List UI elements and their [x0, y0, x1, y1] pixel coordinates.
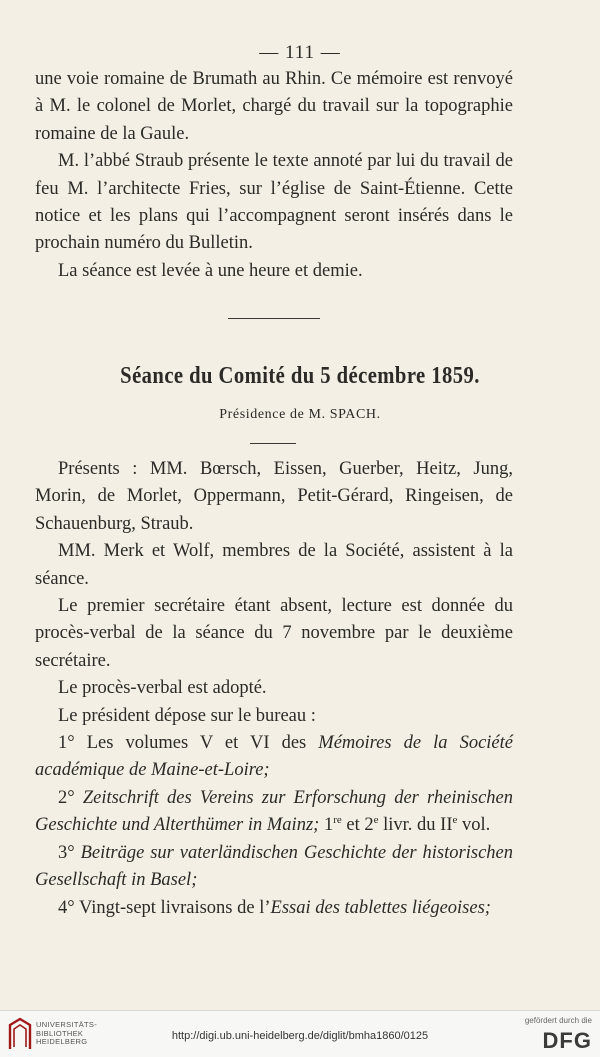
library-line-2: BIBLIOTHEK — [36, 1028, 84, 1038]
viewer-footer — [0, 1010, 600, 1057]
library-line-3: HEIDELBERG — [36, 1037, 88, 1047]
item4-title: Essai des tablettes liégeoises; — [270, 897, 491, 918]
item3-title: Beiträge sur vaterländischen Geschichte der historischen Gesellschaft in Basel; — [35, 842, 513, 891]
section-divider — [228, 318, 320, 319]
item2-text-a: 1 — [319, 815, 334, 836]
item2-number: 2° — [58, 787, 83, 808]
paragraph-depose: Le président dépose sur le bureau : — [58, 705, 316, 726]
list-item-1 — [35, 730, 513, 785]
paragraph-presents: Présents : MM. Bœrsch, Eissen, Guerber, Heitz, Jung, Morin, de Morlet, Oppermann, Petit-Gérard, Ringeisen, de Schauenburg, Straub. — [35, 459, 513, 534]
paragraph-proces-verbal: Le premier secrétaire étant absent, lecture est donnée du procès-verbal de la séance du 7 novembre par le deuxième secrétaire. — [35, 596, 513, 671]
section-previous-meeting — [35, 66, 513, 285]
page-number: — 111 — — [259, 42, 341, 63]
paragraph-adopte: Le procès-verbal est adopté. — [58, 678, 267, 699]
item2-text-c: livr. du II — [378, 815, 453, 836]
paragraph-seance-levee: La séance est levée à une heure et demie. — [58, 260, 363, 281]
paragraph-straub: M. l’abbé Straub présente le texte annoté par lui du travail de feu M. l’architecte Fries, sur l’église de Saint-Étienne. Cette notice et les plans qui l’accompagnent seront insérés dans le prochain numéro du Bulletin. — [35, 151, 513, 254]
meeting-heading: Séance du Comité du 5 décembre 1859. — [120, 363, 480, 389]
item3-number: 3° — [58, 842, 81, 863]
item2-sup-2: e — [373, 814, 379, 827]
paragraph-brumath: une voie romaine de Brumath au Rhin. Ce mémoire est renvoyé à M. le colonel de Morlet, chargé du travail sur la topographie romaine de la Gaule. — [35, 69, 513, 144]
paragraph-assistent: MM. Merk et Wolf, membres de la Société, assistent à la séance. — [35, 541, 513, 589]
heading-divider — [250, 443, 296, 444]
item2-title: Zeitschrift des Vereins zur Erforschung der rheinischen Geschichte und Alterthümer in Mainz; — [35, 787, 513, 836]
funder-note: gefördert durch die — [524, 1016, 592, 1025]
item4-prefix: 4° Vingt-sept livraisons de l’ — [58, 897, 271, 918]
permalink-url[interactable]: http://digi.ub.uni-heidelberg.de/diglit/bmha1860/0125 — [171, 1030, 429, 1042]
library-line-1: UNIVERSITÄTS- — [36, 1020, 97, 1029]
dfg-logo: DFG — [542, 1028, 592, 1053]
list-item-3 — [35, 840, 513, 895]
section-meeting-minutes — [35, 456, 513, 922]
list-item-4 — [35, 895, 513, 922]
item2-sup-3: e — [452, 814, 458, 827]
item2-text-d: vol. — [457, 815, 491, 836]
item1-title: Mémoires de la Société académique de Maine-et-Loire; — [35, 733, 513, 781]
item2-sup-1: re — [333, 814, 342, 827]
item2-text-b: et 2 — [341, 815, 374, 836]
list-item-2 — [35, 785, 513, 840]
presidence-line: Présidence de M. SPACH. — [219, 407, 381, 422]
item1-prefix: 1° Les volumes V et VI des — [58, 733, 319, 754]
